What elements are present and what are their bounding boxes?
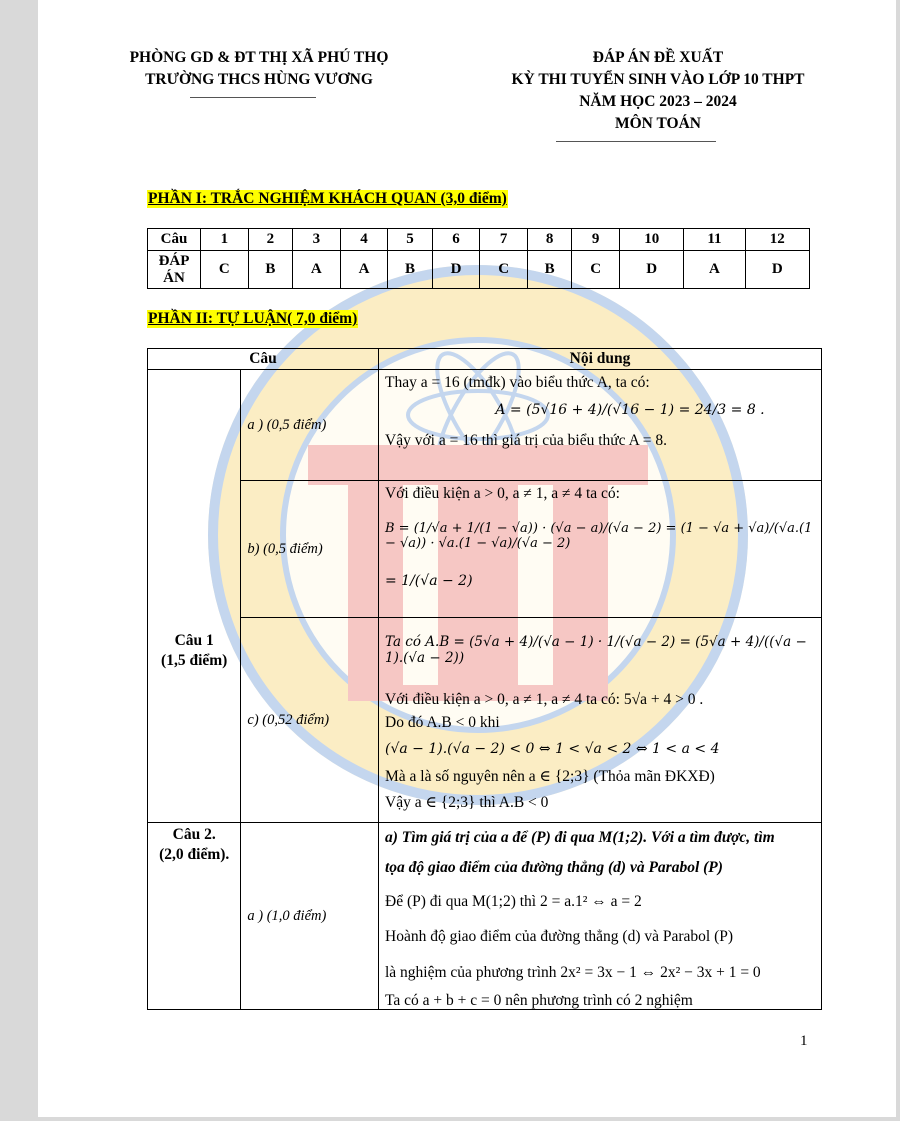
mc-question: 8 [528,229,572,251]
school-year: NĂM HỌC 2023 – 2024 [579,93,737,110]
subject: MÔN TOÁN [615,115,701,132]
q1b-points: b) (0,5 điểm) [241,481,379,618]
q1a-line1: Thay a = 16 (tmđk) vào biểu thức A, ta có: [385,374,650,391]
part1-title: PHẦN I: TRẮC NGHIỆM KHÁCH QUAN (3,0 điểm) [148,190,507,207]
header-left-rule [190,97,316,98]
mc-question: 12 [745,229,809,251]
q1a-formula: A = (5√16 + 4)/(√16 − 1) = 24/3 = 8 . [495,402,765,418]
essay-header-row [148,349,822,370]
q1b-result: = 1/(√a − 2) [385,573,473,589]
mc-question: 2 [248,229,292,251]
exam-name: KỲ THI TUYỂN SINH VÀO LỚP 10 THPT [511,71,805,88]
q2a-line2: tọa độ giao điểm của đường thẳng (d) và Parabol (P) [385,859,723,876]
mc-answer: D [745,251,809,289]
q2a-points: a ) (1,0 điểm) [241,823,379,1010]
mc-answer: D [432,251,480,289]
q2a-line4: Hoành độ giao điểm của đường thẳng (d) và Parabol (P) [385,928,734,945]
mc-answer: C [480,251,528,289]
q1b-formula: B = (1/√a + 1/(1 − √a)) · (√a − a)/(√a − 2) = (1 − √a + √a)/(√a.(1 − √a)) · √a.(1 − √a)/(√a − 2) [385,521,813,551]
header-left [114,47,404,91]
header-right-rule [556,141,716,142]
mc-question: 5 [388,229,432,251]
q1a-row [148,370,822,481]
q1a-content [379,370,822,481]
q1b-row [148,481,822,618]
mc-question-row [148,229,810,251]
mc-question: 11 [684,229,745,251]
q1b-content [379,481,822,618]
q2-label: Câu 2. [172,826,216,843]
q1a-points: a ) (0,5 điểm) [241,370,379,481]
mc-answer: D [620,251,684,289]
q1c-row [148,618,822,823]
mc-answer: A [340,251,388,289]
mc-question: 9 [572,229,620,251]
mc-question: 3 [293,229,341,251]
q1c-formula: Ta có A.B = (5√a + 4)/(√a − 1) · 1/(√a − 2) = (5√a + 4)/((√a − 1).(√a − 2)) [385,634,807,666]
q1c-points: c) (0,52 điểm) [241,618,379,823]
q2a-row [148,823,822,1010]
q1-points: (1,5 điểm) [161,652,228,669]
school-name: TRƯỜNG THCS HÙNG VƯƠNG [145,71,373,88]
essay-answer-table [147,348,822,1010]
mc-answer: B [388,251,432,289]
q1c-line5: Mà a là số nguyên nên a ∈ {2;3} (Thỏa mãn ĐKXĐ) [385,768,715,785]
q1c-line6: Vậy a ∈ {2;3} thì A.B < 0 [385,794,549,811]
mc-row-label: ĐÁP ÁN [148,251,201,289]
q1a-line3: Vậy với a = 16 thì giá trị của biểu thức A = 8. [385,432,668,449]
q1b-line1: Với điều kiện a > 0, a ≠ 1, a ≠ 4 ta có: [385,485,620,502]
mc-answer-row [148,251,810,289]
col-content-header: Nội dung [379,349,822,370]
mc-answer: B [248,251,292,289]
page-number: 1 [800,1033,808,1049]
q2-points: (2,0 điểm). [159,846,230,863]
part2-title: PHẦN II: TỰ LUẬN( 7,0 điểm) [148,310,358,327]
mc-question: 10 [620,229,684,251]
mc-answer: B [528,251,572,289]
q1c-line4: (√a − 1).(√a − 2) < 0 ⇔ 1 < √a < 2 ⇔ 1 < a < 4 [385,741,720,757]
multiple-choice-table [147,228,810,289]
mc-answer: C [201,251,249,289]
mc-answer: C [572,251,620,289]
mc-question: 1 [201,229,249,251]
q1-label: Câu 1 [174,632,214,649]
mc-question: 7 [480,229,528,251]
q1c-content [379,618,822,823]
q2a-line6: Ta có a + b + c = 0 nên phương trình có 2 nghiệm [385,992,693,1009]
department-name: PHÒNG GD & ĐT THỊ XÃ PHÚ THỌ [129,49,389,66]
header-right [478,47,838,135]
q2-cell [148,823,241,1010]
mc-question: 6 [432,229,480,251]
doc-title: ĐÁP ÁN ĐỀ XUẤT [592,49,724,66]
mc-row-label: Câu [148,229,201,251]
q2a-content [379,823,822,1010]
q1c-line2: Với điều kiện a > 0, a ≠ 1, a ≠ 4 ta có: 5√a + 4 > 0 . [385,691,704,708]
q2a-line5: là nghiệm của phương trình 2x² = 3x − 1 ⇔ 2x² − 3x + 1 = 0 [385,964,761,981]
mc-answer: A [684,251,745,289]
q2a-line1: a) Tìm giá trị của a để (P) đi qua M(1;2). Với a tìm được, tìm [385,829,775,846]
mc-question: 4 [340,229,388,251]
q1c-line3: Do đó A.B < 0 khi [385,714,500,731]
q1-cell [148,370,241,823]
mc-answer: A [293,251,341,289]
col-question-header: Câu [148,349,379,370]
q2a-line3: Để (P) đi qua M(1;2) thì 2 = a.1² ⇔ a = 2 [385,893,642,910]
document-page [38,0,896,1117]
